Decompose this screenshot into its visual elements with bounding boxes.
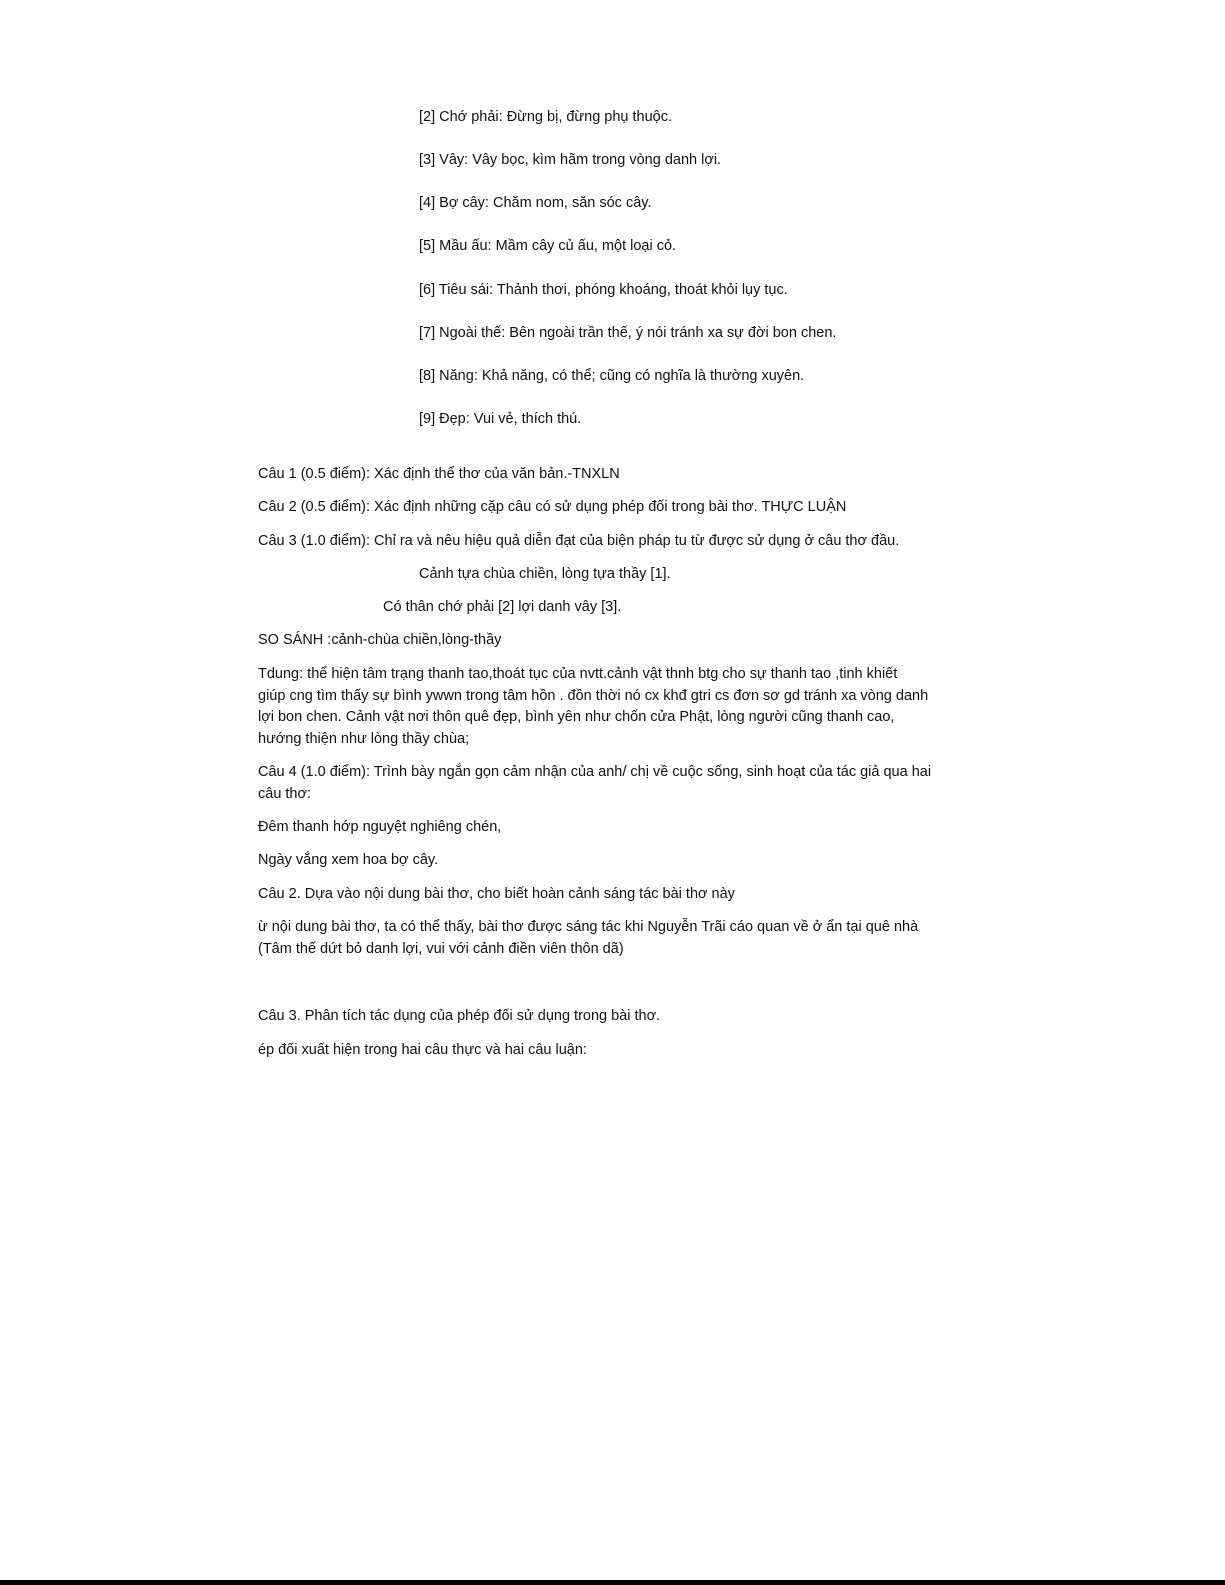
cau-2-answer-line: (Tâm thế dứt bỏ danh lợi, vui với cảnh điền viên thôn dã) [258,940,624,957]
question-3: Câu 3 (1.0 điểm): Chỉ ra và nêu hiệu quả diễn đạt của biện pháp tu từ được sử dụng ở câu thơ đầu. [258,533,900,549]
cau-2-answer [258,917,958,960]
question-4 [258,762,958,805]
cau-3-heading: Câu 3. Phân tích tác dụng của phép đối sử dụng trong bài thơ. [258,1008,661,1024]
footnote-6: [6] Tiêu sái: Thảnh thơi, phóng khoáng, thoát khỏi lụy tục. [419,282,788,298]
verse-line-3: Đêm thanh hớp nguyệt nghiêng chén, [258,819,502,835]
tdung-paragraph [258,664,958,750]
question-1: Câu 1 (0.5 điểm): Xác định thể thơ của văn bản.-TNXLN [258,466,620,482]
footnote-9: [9] Đẹp: Vui vẻ, thích thú. [419,411,582,427]
tdung-line: Tdung: thể hiện tâm trạng thanh tao,thoát tục của nvtt.cảnh vật thnh btg cho sự thanh tao ,tinh khiết [258,666,898,682]
footnote-2: [2] Chớ phải: Đừng bị, đừng phụ thuộc. [419,109,673,125]
verse-line-4: Ngày vắng xem hoa bợ cây. [258,852,439,868]
verse-line-2: Có thân chớ phải [2] lợi danh vây [3]. [383,599,622,615]
footnote-8: [8] Năng: Khả năng, có thể; cũng có nghĩa là thường xuyên. [419,368,805,384]
footnote-7: [7] Ngoài thế: Bên ngoài trần thế, ý nói tránh xa sự đời bon chen. [419,325,837,341]
footnote-5: [5] Mầu ấu: Mầm cây củ ấu, một loại cỏ. [419,238,677,254]
tdung-line: giúp cng tìm thấy sự bình ywwn trong tâm hồn . đồn thời nó cx khđ gtri cs đơn sơ gd tránh xa vòng danh [258,687,929,704]
footnote-4: [4] Bợ cây: Chăm nom, săn sóc cây. [419,195,652,211]
page-bottom-border [0,1580,1225,1585]
cau-3-answer: ép đối xuất hiện trong hai câu thực và hai câu luận: [258,1042,587,1058]
question-2: Câu 2 (0.5 điểm): Xác định những cặp câu có sử dụng phép đối trong bài thơ. THỰC LUẬN [258,499,847,515]
question-4-line: câu thơ: [258,785,312,802]
question-4-line: Câu 4 (1.0 điểm): Trình bày ngắn gọn cảm nhận của anh/ chị về cuộc sống, sinh hoạt của tác giả qua hai [258,764,932,780]
so-sanh-note: SO SÁNH :cảnh-chùa chiền,lòng-thầy [258,632,502,648]
tdung-line: lợi bon chen. Cảnh vật nơi thôn quê đẹp, bình yên như chốn cửa Phật, lòng người cũng thanh cao, [258,709,895,725]
cau-2-heading: Câu 2. Dựa vào nội dung bài thơ, cho biết hoàn cảnh sáng tác bài thơ này [258,886,735,902]
cau-2-answer-line: ừ nội dung bài thơ, ta có thể thấy, bài thơ được sáng tác khi Nguyễn Trãi cáo quan về ở ẩn tại quê nhà [258,919,919,935]
verse-line-1: Cảnh tựa chùa chiền, lòng tựa thầy [1]. [419,566,671,582]
tdung-line: hướng thiện như lòng thầy chùa; [258,730,470,747]
footnote-3: [3] Vây: Vây bọc, kìm hãm trong vòng danh lợi. [419,152,722,168]
